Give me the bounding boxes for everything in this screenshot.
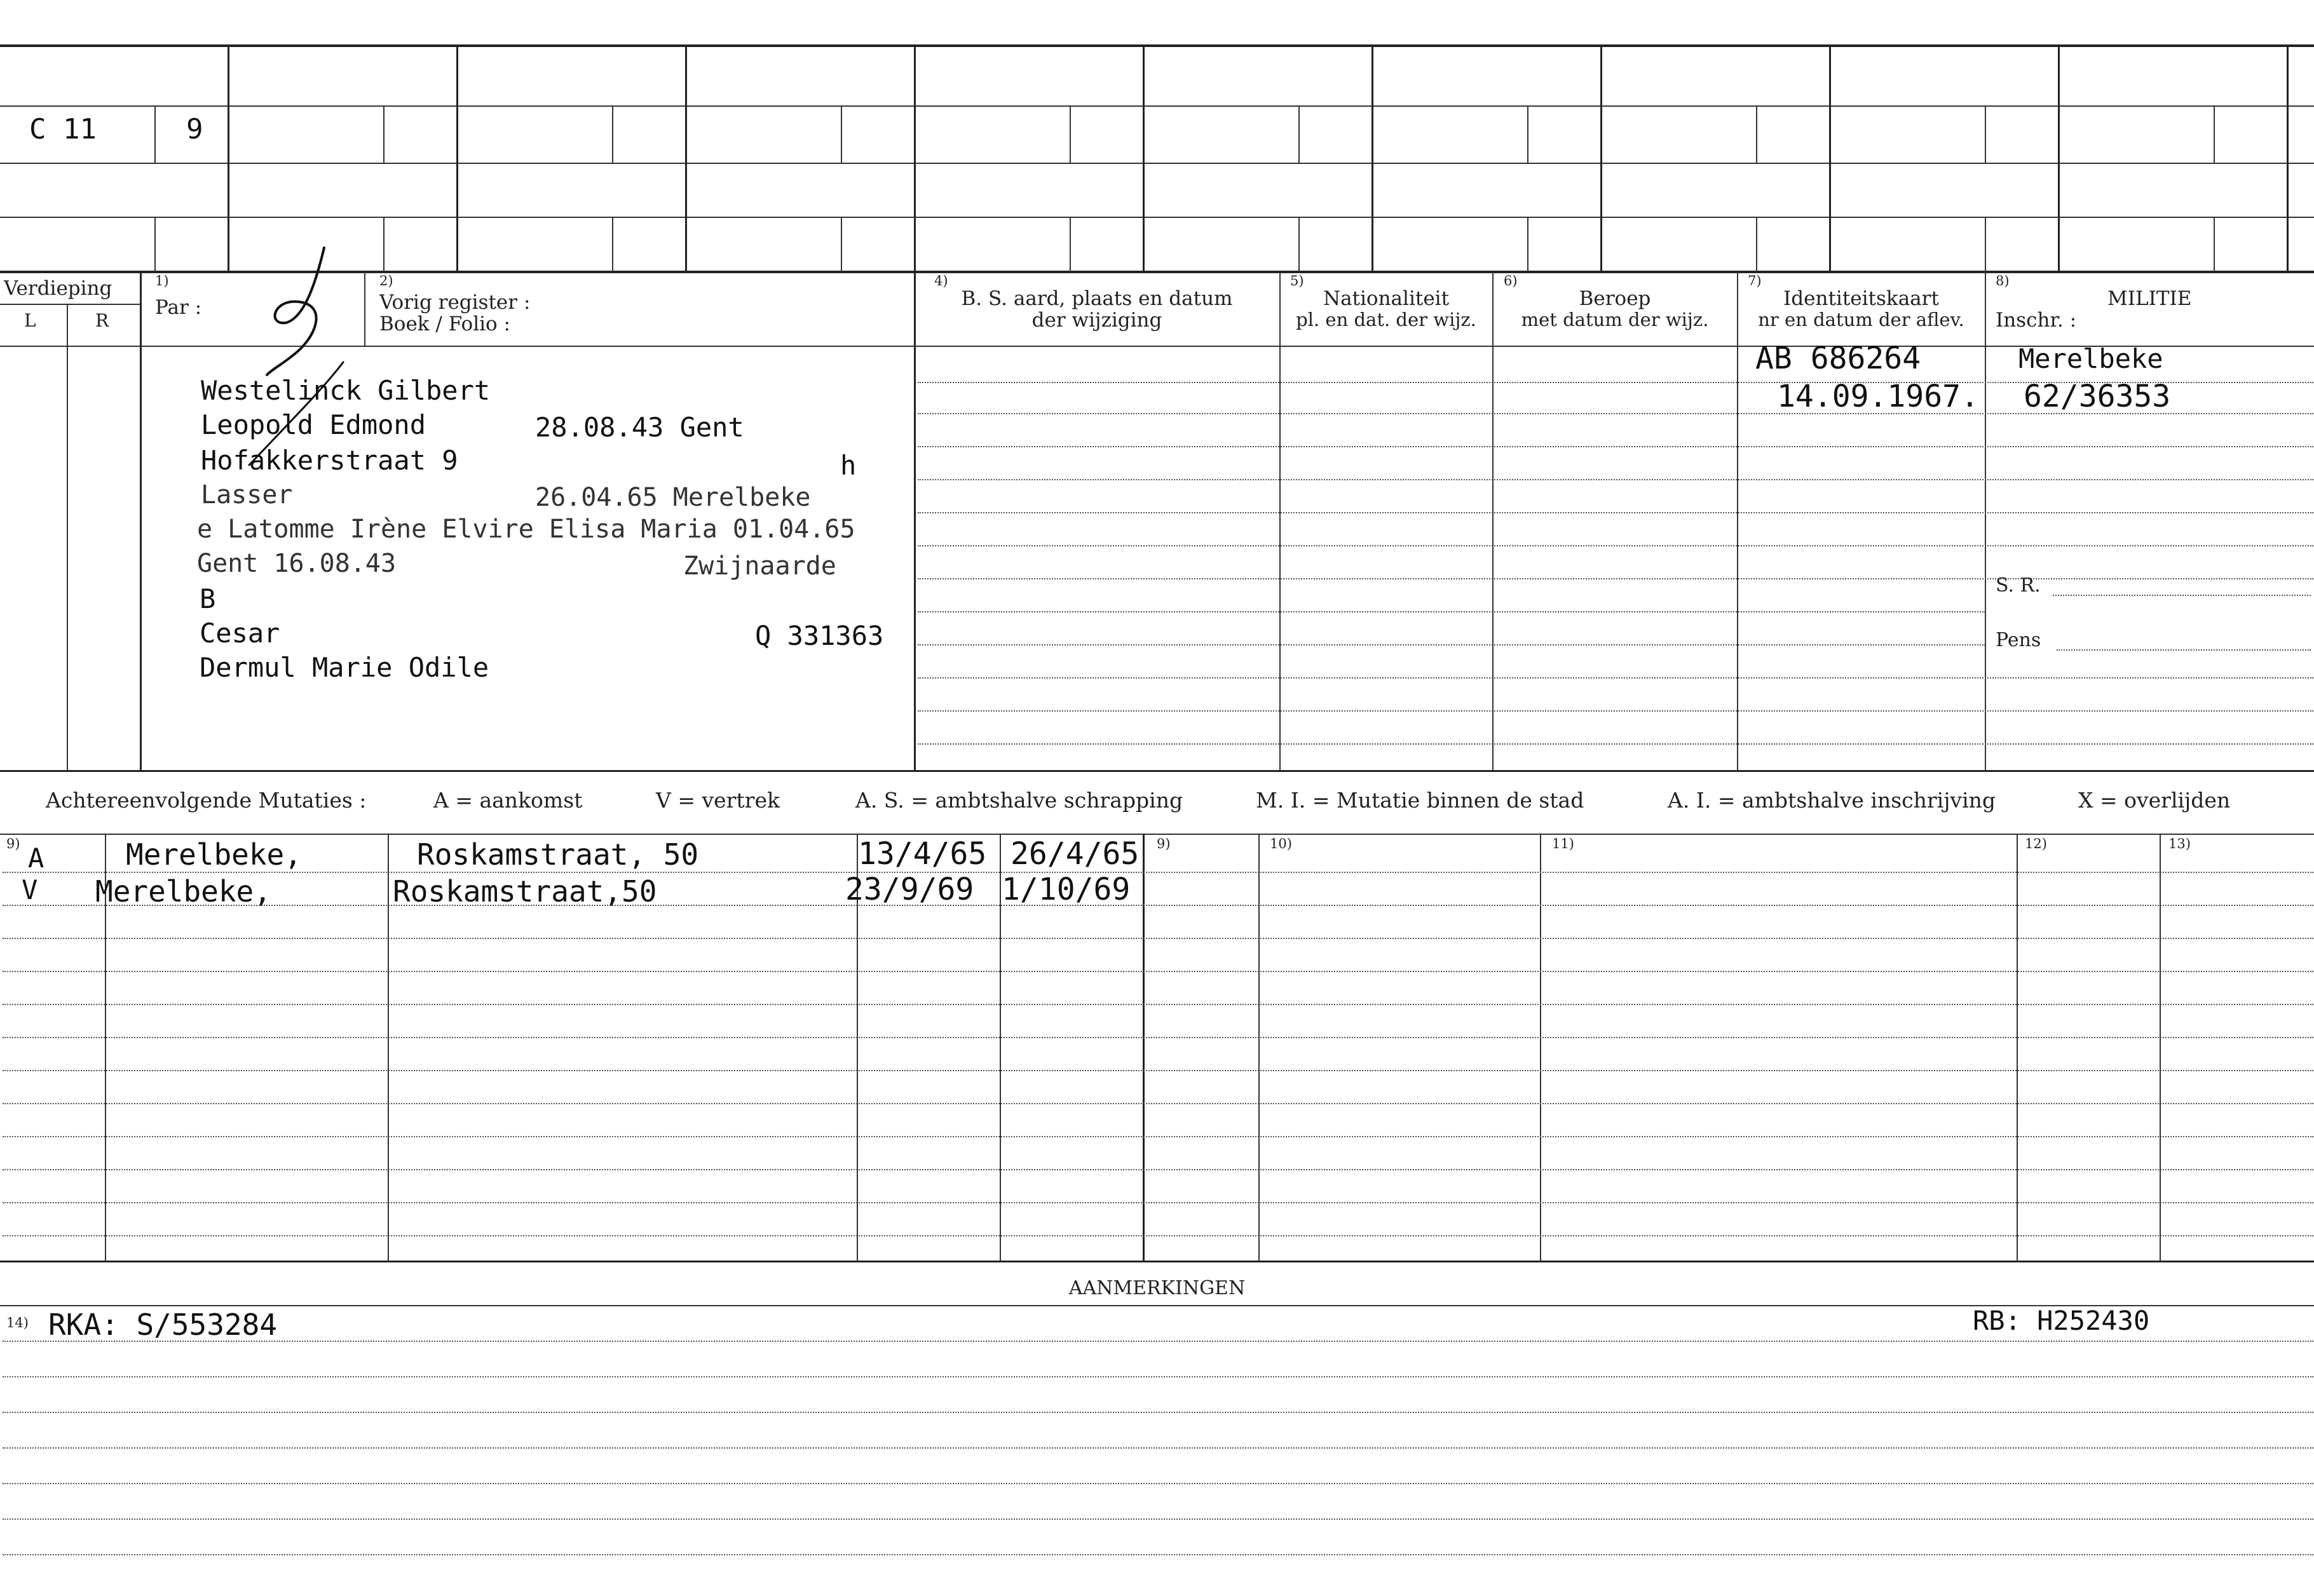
l-label: L bbox=[24, 310, 36, 331]
grid-number: 9 bbox=[186, 113, 203, 145]
mutation-city: Merelbeke, bbox=[95, 874, 271, 909]
beroep-label-2: met datum der wijz. bbox=[1521, 309, 1709, 330]
person-line-5: e Latomme Irène Elvire Elisa Maria 01.04.65 bbox=[197, 515, 855, 544]
legend-title: Achtereenvolgende Mutaties : bbox=[46, 788, 367, 813]
remarks-rka: RKA: S/553284 bbox=[48, 1308, 278, 1342]
col-9b-number: 9) bbox=[1157, 836, 1171, 851]
legend-as: A. S. = ambtshalve schrapping bbox=[855, 788, 1183, 813]
identity-card-number: AB 686264 bbox=[1755, 341, 1921, 376]
mutation-street: Roskamstraat,50 bbox=[393, 874, 657, 909]
mutation-date-1: 13/4/65 bbox=[858, 836, 987, 872]
remarks-title: AANMERKINGEN bbox=[1068, 1277, 1246, 1299]
col-10-number: 10) bbox=[1270, 836, 1292, 851]
col-11-number: 11) bbox=[1552, 836, 1574, 851]
identiteitskaart-label-2: nr en datum der aflev. bbox=[1758, 309, 1964, 330]
person-line-8a: Cesar bbox=[200, 618, 280, 649]
legend-mi: M. I. = Mutatie binnen de stad bbox=[1256, 788, 1584, 813]
legend-v: V = vertrek bbox=[656, 788, 780, 813]
bs-label-1: B. S. aard, plaats en datum bbox=[961, 287, 1233, 310]
legend-ai: A. I. = ambtshalve inschrijving bbox=[1668, 788, 1996, 813]
pens-label: Pens bbox=[1996, 629, 2041, 651]
person-line-7: B bbox=[200, 583, 216, 614]
person-line-1: Westelinck Gilbert bbox=[201, 375, 491, 406]
person-line-3b: h bbox=[840, 450, 857, 481]
remarks-rb: RB: H252430 bbox=[1973, 1305, 2150, 1336]
person-line-6b: Zwijnaarde bbox=[683, 551, 836, 581]
section-4-number: 4) bbox=[934, 273, 948, 288]
person-line-3a: Hofakkerstraat 9 bbox=[201, 445, 458, 476]
r-label: R bbox=[95, 310, 109, 331]
inschr-label: Inschr. : bbox=[1996, 309, 2077, 332]
person-line-8b: Q 331363 bbox=[755, 620, 884, 651]
section-8-number: 8) bbox=[1996, 273, 2010, 288]
identity-card-date: 14.09.1967. bbox=[1777, 379, 1979, 414]
mutation-type: V bbox=[22, 874, 38, 905]
bs-label-2: der wijziging bbox=[1031, 309, 1162, 332]
sr-label: S. R. bbox=[1996, 574, 2041, 597]
nationaliteit-label-2: pl. en dat. der wijz. bbox=[1296, 309, 1476, 330]
legend-a: A = aankomst bbox=[433, 788, 583, 813]
person-line-9: Dermul Marie Odile bbox=[200, 652, 489, 683]
boek-folio-label: Boek / Folio : bbox=[379, 313, 510, 335]
mutation-city: Merelbeke, bbox=[126, 837, 302, 872]
col-9-number: 9) bbox=[6, 836, 20, 851]
verdieping-label: Verdieping bbox=[4, 277, 112, 300]
par-label: Par : bbox=[155, 296, 202, 319]
mutation-street: Roskamstraat, 50 bbox=[417, 837, 699, 872]
section-6-number: 6) bbox=[1504, 273, 1518, 288]
person-line-4b: 26.04.65 Merelbeke bbox=[535, 483, 811, 512]
person-line-2a: Leopold Edmond bbox=[201, 409, 426, 440]
mutation-date-1: 23/9/69 bbox=[845, 872, 974, 907]
nationaliteit-label-1: Nationaliteit bbox=[1323, 287, 1450, 310]
handwritten-paraph bbox=[248, 241, 394, 470]
person-line-4a: Lasser bbox=[201, 480, 293, 510]
section-14-number: 14) bbox=[6, 1315, 29, 1330]
legend-x: X = overlijden bbox=[2078, 788, 2231, 813]
militie-label: MILITIE bbox=[2107, 287, 2192, 310]
mutation-type: A bbox=[28, 842, 44, 874]
beroep-label-1: Beroep bbox=[1579, 287, 1651, 310]
col-12-number: 12) bbox=[2025, 836, 2047, 851]
section-7-number: 7) bbox=[1748, 273, 1762, 288]
grid-code: C 11 bbox=[29, 113, 97, 145]
section-5-number: 5) bbox=[1290, 273, 1304, 288]
section-2-number: 2) bbox=[379, 273, 393, 288]
col-13-number: 13) bbox=[2168, 836, 2191, 851]
identiteitskaart-label-1: Identiteitskaart bbox=[1783, 287, 1939, 310]
vorig-register-label: Vorig register : bbox=[379, 291, 531, 314]
mutation-date-2: 26/4/65 bbox=[1011, 836, 1140, 872]
militie-place: Merelbeke bbox=[2018, 343, 2163, 374]
section-1-number: 1) bbox=[155, 273, 169, 288]
person-line-6a: Gent 16.08.43 bbox=[197, 549, 397, 578]
mutation-date-2: 1/10/69 bbox=[1002, 872, 1131, 907]
person-line-2b: 28.08.43 Gent bbox=[535, 412, 744, 443]
militie-number: 62/36353 bbox=[2024, 379, 2171, 414]
